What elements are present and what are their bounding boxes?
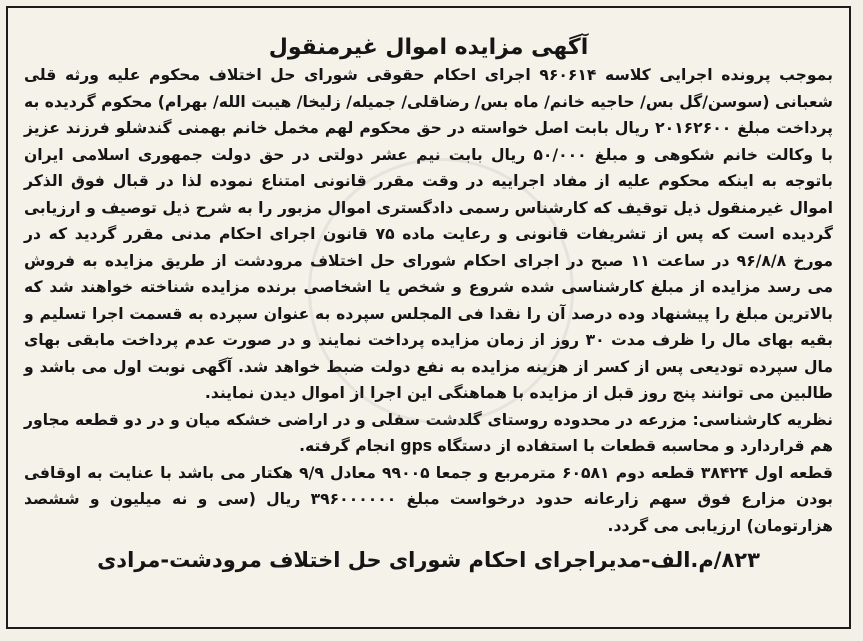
notice-frame — [6, 6, 851, 629]
paragraph-expert-opinion: نظریه کارشناسی: مزرعه در محدوده روستای گلدشت سفلی و در اراضی خشکه میان و در دو قطعه مجاور هم قراردارد و محاسبه قطعات با استفاده از دستگاه gps انجام گرفته. — [24, 410, 833, 455]
paragraph-main: بموجب پرونده اجرایی کلاسه ۹۶۰۶۱۴ اجرای احکام حقوقی شورای حل اختلاف محکوم علیه ورثه قلی شعبانی (سوسن/گل بس/ حاجیه خانم/ ماه بس/ رضاقلی/ جمیله/ زلیخا/ هیبت الله/ بهرام) محکوم گردیده به پرداخت مبلغ ۲۰۱۶۲۶۰۰ ریال بابت اصل خواسته در حق محکوم لهم مخمل خانم بهمنی گندشلو فرزند عزیز با وکالت خانم شکوهی و مبلغ ۵۰/۰۰۰ ریال بابت نیم عشر دولتی در حق دولت جمهوری اسلامی ایران باتوجه به اینکه محکوم علیه از مفاد اجراییه در وقت مقرر قانونی امتناع نموده لذا در قبال فوق الذکر اموال غیرمنقول ذیل توقیف که کارشناس رسمی دادگستری اموال مزبور را به شرح ذیل توصیف و ارزیابی گردیده است که پس از تشریفات قانونی و رعایت ماده ۷۵ قانون اجرای احکام مدنی مقرر گردید که در مورخ ۹۶/۸/۸ در ساعت ۱۱ صبح در اجرای احکام شورای حل اختلاف مرودشت از طریق مزایده به فروش می رسد مزایده از مبلغ کارشناسی شده شروع و شخص یا اشخاصی برنده مزایده شناخته خواهند شد که بالاترین مبلغ را پیشنهاد وده درصد آن را نقدا فی المجلس سپرده به عنوان سپرده به قسمت اجرا تسلیم و بقیه بهای مال را ظرف مدت ۳۰ روز از زمان مزایده پرداخت نمایند و در صورت عدم پرداخت مابقی بهای مال سپرده تودیعی پس از کسر از هزینه مزایده به نفع دولت ضبط خواهد شد. آگهی نوبت اول می باشد و طالبین می توانند پنج روز قبل از مزایده با هماهنگی این اجرا از اموال دیدن نمایند. — [24, 66, 834, 402]
notice-body — [8, 62, 849, 539]
notice-title: آگهی مزایده اموال غیرمنقول — [268, 35, 589, 60]
signature-line: ۸۲۳/م.الف-مدیراجرای احکام شورای حل اختلاف مرودشت-مرادی — [97, 548, 760, 572]
paragraph-plots: قطعه اول ۳۸۴۲۴ قطعه دوم ۶۰۵۸۱ مترمربع و جمعا ۹۹۰۰۵ معادل ۹/۹ هکتار می باشد با عنایت به اوقافی بودن مزارع فوق سهم زارعانه حدود درخواست مبلغ ۳۹۶۰۰۰۰۰۰ ریال (سی و نه میلیون و ششصد هزارتومان) ارزیابی می گردد. — [24, 463, 833, 535]
